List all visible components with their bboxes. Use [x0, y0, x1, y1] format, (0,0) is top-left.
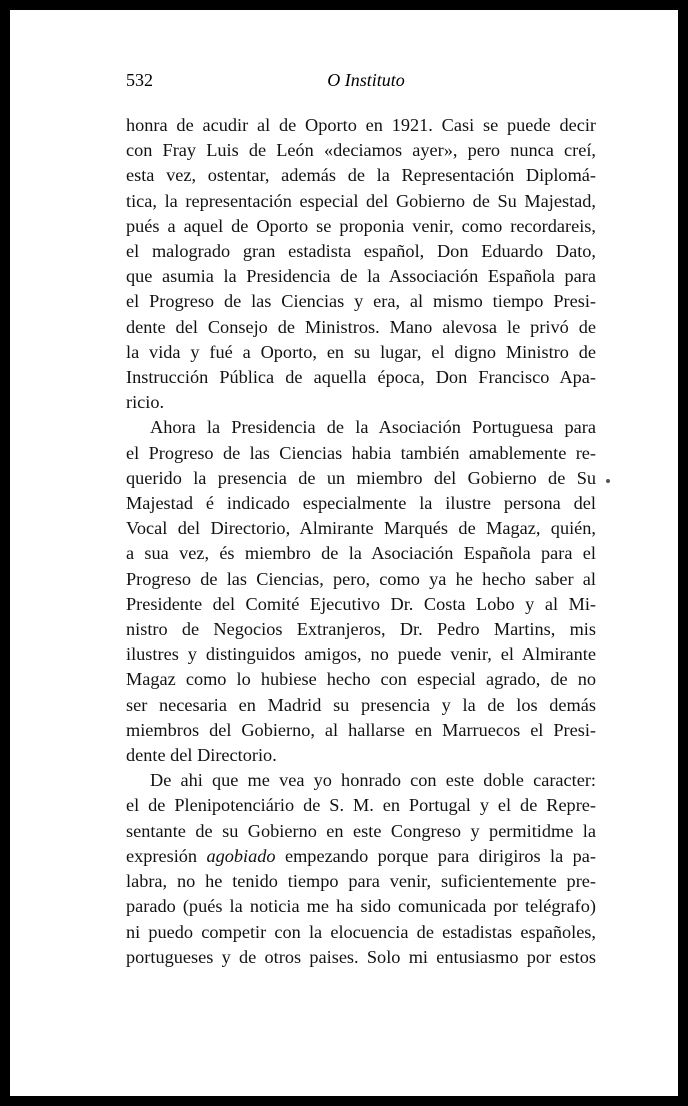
text-line: ilustres y distinguidos amigos, no puede venir, el Almirante	[126, 644, 596, 665]
text-line: querido la presencia de un miembro del Gobierno de Su	[126, 467, 596, 488]
text-line: portugueses y de otros paises. Solo mi entusiasmo por estos	[126, 946, 596, 967]
text-line: nistro de Negocios Extranjeros, Dr. Pedro Martins, mis	[126, 619, 596, 640]
text-line: el malogrado gran estadista español, Don Eduardo Dato,	[126, 241, 596, 262]
text-line: Progreso de las Ciencias, pero, como ya he hecho saber al	[126, 568, 596, 589]
text-run: empezando porque para dirigiros la pa-	[275, 845, 596, 866]
text-line: dente del Consejo de Ministros. Mano alevosa le privó de	[126, 316, 596, 337]
text-run: expresión	[126, 845, 207, 866]
text-line: a sua vez, és miembro de la Asociación Española para el	[126, 543, 596, 564]
text-line: Ahora la Presidencia de la Asociación Portuguesa para	[150, 417, 596, 438]
text-line: miembros del Gobierno, al hallarse en Marruecos el Presi-	[126, 719, 596, 740]
text-line: ni puedo competir con la elocuencia de estadistas españoles,	[126, 921, 596, 942]
text-line: dente del Directorio.	[126, 745, 277, 766]
text-line: sentante de su Gobierno en este Congreso y permitidme la	[126, 820, 596, 841]
text-line: con Fray Luis de León «deciamos ayer», pero nunca creí,	[126, 140, 596, 161]
text-line: Presidente del Comité Ejecutivo Dr. Costa Lobo y al Mi-	[126, 593, 596, 614]
text-line: parado (pués la noticia me ha sido comunicada por telégrafo)	[126, 896, 596, 917]
text-line: la vida y fué a Oporto, en su lugar, el digno Ministro de	[126, 341, 596, 362]
text-line: Magaz como lo hubiese hecho con especial agrado, de no	[126, 669, 596, 690]
text-line: el de Plenipotenciário de S. M. en Portugal y el de Repre-	[126, 795, 596, 816]
text-line: tica, la representación especial del Gobierno de Su Majestad,	[126, 190, 596, 211]
text-line: ser necesaria en Madrid su presencia y la de los demás	[126, 694, 596, 715]
text-line: ricio.	[126, 392, 165, 413]
text-line: esta vez, ostentar, además de la Representación Diplomá-	[126, 165, 596, 186]
page-number: 532	[126, 70, 153, 90]
italic-word: agobiado	[206, 845, 276, 866]
margin-speck	[606, 479, 610, 483]
text-line	[126, 844, 596, 869]
page-header	[126, 70, 606, 100]
text-line: el Progreso de las Ciencias habia también amablemente re-	[126, 442, 596, 463]
text-line: Majestad é indicado especialmente la ilustre persona del	[126, 493, 596, 514]
text-line: De ahi que me vea yo honrado con este doble caracter:	[150, 770, 596, 791]
text-line: que asumia la Presidencia de la Associación Española para	[126, 266, 596, 287]
text-line: honra de acudir al de Oporto en 1921. Casi se puede decir	[126, 115, 596, 135]
text-line: labra, no he tenido tiempo para venir, suficientemente pre-	[126, 871, 596, 892]
text-line: Instrucción Pública de aquella época, Don Francisco Apa-	[126, 367, 596, 388]
text-line: Vocal del Directorio, Almirante Marqués de Magaz, quién,	[126, 518, 596, 539]
body-text	[126, 113, 596, 970]
text-line: el Progreso de las Ciencias y era, al mismo tiempo Presi-	[126, 291, 596, 312]
running-title: O Instituto	[327, 70, 405, 90]
text-line: pués a aquel de Oporto se proponia venir, como recordareis,	[126, 215, 596, 236]
